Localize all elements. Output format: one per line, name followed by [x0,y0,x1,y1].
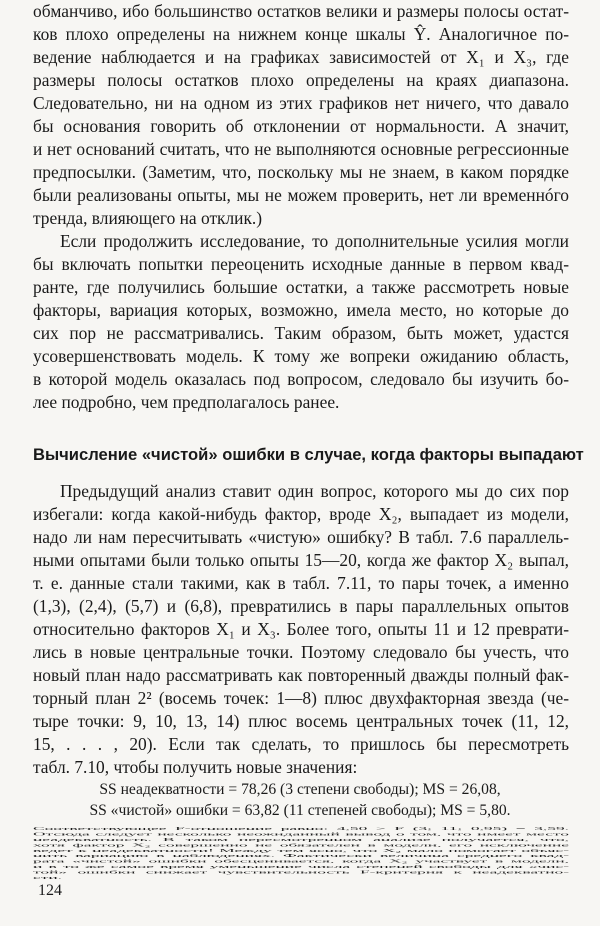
text-line: неадекватность. В таком пересмотренном анализе получается, что, [33,837,569,842]
text-line: и в то же самое время уменьшение числа степеней свободы для «чис- [33,864,569,869]
text-line: надо ли нам пересчитывать «чистую» ошибку? В табл. 7.6 параллель- [33,527,569,547]
page-number: 124 [38,882,62,899]
paragraph-fourth [33,826,569,880]
text-line: ков плохо определены на нижнем конце шкалы Ŷ. Аналогичное по- [33,24,569,44]
text-line: табл. 7.10, чтобы получить новые значения: [33,757,358,777]
text-line: нить вариацию в наблюдениях. Фактически величина среднего квад- [33,853,569,859]
text-line: Следовательно, ни на одном из этих графиков нет ничего, что давало [33,93,569,113]
formula-lack-of-fit: SS неадекватности = 78,26 (3 степени свободы); MS = 26,08, [99,781,501,798]
text-line: ранте, где получились большие остатки, а также рассмотреть новые [33,277,569,297]
text-line: бы основания говорить об отклонении от нормальности. А значит, [33,116,569,136]
text-line: Соответствующее F-отношение равно: 4,50 > F (3; 11; 0,95) = 3,59. [33,826,569,832]
text-line: усовершенствовать модель. К тому же вопреки ожиданию область, [33,346,569,366]
text-line: Предыдущий анализ ставит один вопрос, которого мы до сих пор [60,481,569,501]
text-line: торный план 2² (восемь точек: 1—8) плюс двухфакторная звезда (че- [33,688,569,708]
text-line: и нет оснований считать, что не выполняются основные регрессионные [33,139,569,159]
text-line: той» ошибки снижает чувствительность F-критерия к неадекватно- [33,869,569,875]
text-line: обманчиво, ибо большинство остатков велики и размеры полосы остат- [33,1,569,21]
formula-pure-error: SS «чистой» ошибки = 63,82 (11 степеней свободы); MS = 5,80. [89,802,511,819]
text-line: избегали: когда какой-нибудь фактор, вроде X₂, выпадает из модели, [33,504,569,524]
text-line: (1,3), (2,4), (5,7) и (6,8), превратились в пары параллельных опытов [33,596,569,616]
text-line: предпосылки. (Заметим, что, поскольку мы не знаем, в каком порядке [33,162,569,182]
text-line: лее подробно, чем предполагалось ранее. [33,392,340,412]
text-line: были реализованы опыты, мы не можем проверить, нет ли временнóго [33,185,569,205]
text-line: сти. [33,874,62,880]
text-line: ными опытами были только опыты 15—20, когда же фактор X₂ выпал, [33,550,569,570]
text-line: Отсюда следует несколько неожиданный вывод о том, что имеет место [33,831,569,837]
section-heading: Вычисление «чистой» ошибки в случае, когда факторы выпадают [33,445,584,464]
text-line: хотя фактор X₂ совершенно не обязателен в модели, его исключение [33,842,569,848]
text-line: новый план надо рассматривать как повторенный дважды полный фак- [33,665,569,685]
text-line: ведет к неадекватности! Между тем ясно, что X₂ мало помогает объяс- [33,847,569,853]
text-line: лись в новые центральные точки. Поэтому следовало бы учесть, что [33,642,569,662]
text-line: факторы, вариация которых, возможно, имела место, но которые до [33,300,569,320]
text-line: 15, . . . , 20). Если так сделать, то пришлось бы пересмотреть [33,734,569,754]
text-line: тыре точки: 9, 10, 13, 14) плюс восемь центральных точек (11, 12, [33,711,569,731]
text-line: сих пор не рассматривались. Таким образом, быть может, удастся [33,323,569,343]
text-line: размеры полосы остатков плохо определены на краях диапазона. [33,70,569,90]
text-line: т. е. данные стали такими, как в табл. 7.11, то пары точек, а именно [33,573,569,593]
text-line: относительно факторов X₁ и X₃. Более того, опыты 11 и 12 преврати- [33,619,569,639]
text-line: рата «чистой» ошибки обесценивается, когда X₂ участвует в модели, [33,858,569,864]
text-line: бы включать попытки переоценить исходные данные в первом квад- [33,254,569,274]
text-line: ведение наблюдается и на графиках зависимостей от X₁ и X₃, где [33,47,569,67]
text-line: тренда, влияющего на отклик.) [33,208,263,228]
text-line: Если продолжить исследование, то дополнительные усилия могли [60,231,569,251]
text-line: в которой модель оказалась под вопросом, следовало бы изучить бо- [33,369,569,389]
